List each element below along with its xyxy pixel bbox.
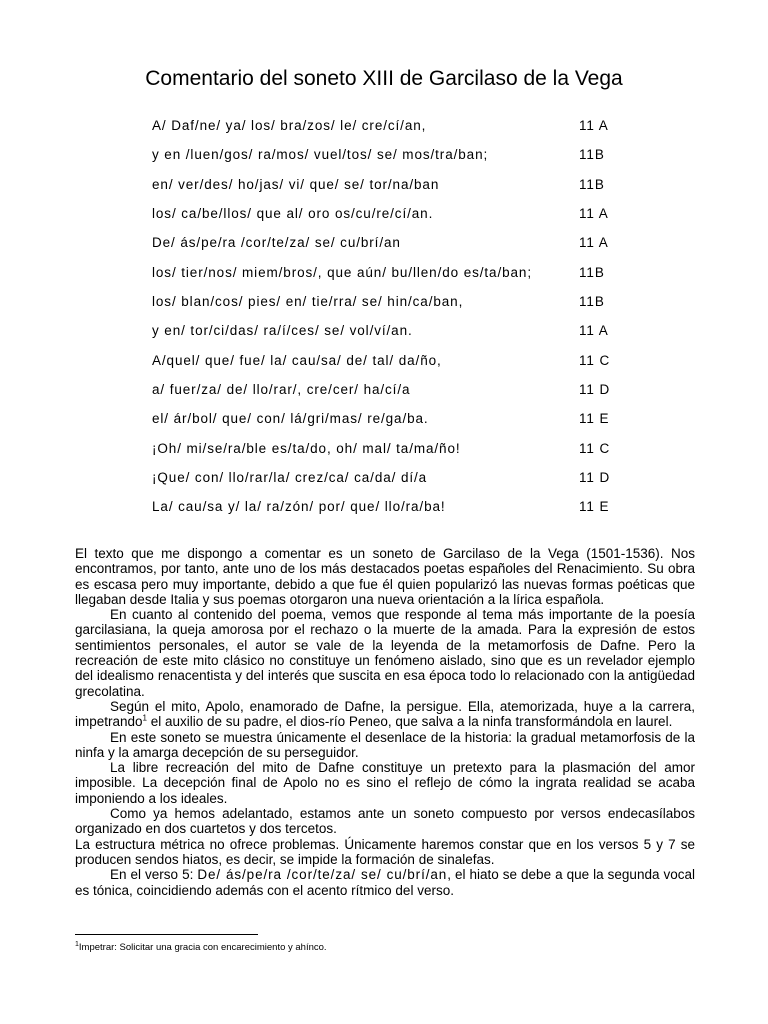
verse-text: a/ fuer/za/ de/ llo/rar/, cre/cer/ ha/cí/a bbox=[152, 382, 411, 398]
footnote-divider bbox=[75, 934, 258, 935]
verse-meter: 11 D bbox=[579, 382, 611, 398]
verse-line bbox=[152, 323, 632, 352]
verse-meter: 11 A bbox=[579, 323, 609, 339]
page-title: Comentario del soneto XIII de Garcilaso de la Vega bbox=[145, 67, 623, 90]
verse-text: el/ ár/bol/ que/ con/ lá/gri/mas/ re/ga/ba. bbox=[152, 411, 429, 427]
paragraph: La estructura métrica no ofrece problemas. Únicamente haremos constar que en los versos 5 y 7 se producen sendos hiatos, es decir, se impide la formación de sinalefas. bbox=[75, 836, 695, 867]
verse-line bbox=[152, 411, 632, 440]
verse-line bbox=[152, 265, 632, 294]
verse-meter: 11B bbox=[579, 147, 605, 163]
paragraph bbox=[75, 867, 695, 898]
paragraph bbox=[75, 699, 695, 730]
verse-meter: 11 D bbox=[579, 470, 611, 486]
verse-line bbox=[152, 206, 632, 235]
verse-text: en/ ver/des/ ho/jas/ vi/ que/ se/ tor/na/ban bbox=[152, 176, 440, 192]
paragraph-text: Según el mito, Apolo, enamorado de Dafne, la persigue. Ella, atemorizada, huye a la carrera, impetrando bbox=[75, 698, 695, 730]
verse-line bbox=[152, 470, 632, 499]
paragraph: En este soneto se muestra únicamente el desenlace de la historia: la gradual metamorfosis de la ninfa y la amarga decepción de su perseguidor. bbox=[75, 729, 695, 760]
verse-meter: 11 A bbox=[579, 206, 609, 222]
verse-text: y en /luen/gos/ ra/mos/ vuel/tos/ se/ mos/tra/ban; bbox=[152, 147, 489, 163]
paragraph: En cuanto al contenido del poema, vemos que responde al tema más importante de la poesía garcilasiana, la queja amorosa por el rechazo o la muerte de la amada. Para la expresión de estos sentimientos personales, el autor se vale de la leyenda de la metamorfosis de Dafne. Pero la recreación de este mito clásico no constituye un fenómeno aislado, sino que es un revelador ejemplo del idealismo renacentista y del interés que suscita en esa época todo lo relacionado con la antigüedad grecolatina. bbox=[75, 607, 695, 699]
verse-text: A/ Daf/ne/ ya/ los/ bra/zos/ le/ cre/cí/an, bbox=[152, 118, 427, 133]
verse-line bbox=[152, 441, 632, 470]
verse-meter: 11 A bbox=[579, 235, 609, 251]
footnote bbox=[75, 942, 327, 954]
sonnet-scansion bbox=[152, 118, 632, 529]
verse-line bbox=[152, 235, 632, 264]
verse-line bbox=[152, 382, 632, 411]
verse-text: y en/ tor/ci/das/ ra/í/ces/ se/ vol/ví/an. bbox=[152, 323, 413, 339]
scansion-quote: De/ ás/pe/ra /cor/te/za/ se/ cu/brí/an bbox=[197, 867, 448, 883]
verse-line bbox=[152, 147, 632, 176]
verse-line bbox=[152, 118, 632, 147]
verse-meter: 11B bbox=[579, 176, 605, 192]
paragraph: Como ya hemos adelantado, estamos ante un soneto compuesto por versos endecasílabos organizado en dos cuartetos y dos tercetos. bbox=[75, 806, 695, 837]
paragraph-text: el auxilio de su padre, el dios-río Peneo, que salva a la ninfa transformándola en laurel. bbox=[147, 714, 673, 730]
verse-line bbox=[152, 499, 632, 528]
paragraph: La libre recreación del mito de Dafne constituye un pretexto para la plasmación del amor imposible. La decepción final de Apolo no es sino el reflejo de cómo la ingrata realidad se acaba imponiendo a los ideales. bbox=[75, 760, 695, 806]
verse-text: De/ ás/pe/ra /cor/te/za/ se/ cu/brí/an bbox=[152, 235, 401, 251]
verse-line bbox=[152, 294, 632, 323]
verse-line bbox=[152, 177, 632, 206]
verse-text: ¡Oh/ mi/se/ra/ble es/ta/do, oh/ mal/ ta/ma/ño! bbox=[152, 440, 461, 456]
verse-meter: 11B bbox=[579, 294, 605, 310]
verse-text: los/ tier/nos/ miem/bros/, que aún/ bu/llen/do es/ta/ban; bbox=[152, 264, 532, 280]
verse-meter: 11 A bbox=[579, 118, 609, 133]
verse-meter: 11 E bbox=[579, 411, 610, 427]
paragraph-text: En el verso 5: bbox=[110, 867, 198, 883]
paragraph-text: , el hiato se debe a que la segunda vocal es tónica, coincidiendo además con el acento rítmico del verso. bbox=[75, 867, 695, 898]
verse-meter: 11 E bbox=[579, 499, 610, 515]
verse-meter: 11B bbox=[579, 264, 605, 280]
verse-text: los/ ca/be/llos/ que al/ oro os/cu/re/cí/an. bbox=[152, 206, 434, 222]
verse-text: La/ cau/sa y/ la/ ra/zón/ por/ que/ llo/ra/ba! bbox=[152, 499, 446, 515]
footnote-text: Impetrar: Solicitar una gracia con encarecimiento y ahínco. bbox=[78, 942, 327, 953]
footnote-reference: 1 bbox=[142, 713, 147, 723]
verse-meter: 11 C bbox=[579, 440, 611, 456]
commentary-body bbox=[75, 546, 695, 898]
footnote-marker: 1 bbox=[75, 940, 79, 948]
verse-meter: 11 C bbox=[579, 352, 611, 368]
verse-text: ¡Que/ con/ llo/rar/la/ crez/ca/ ca/da/ dí/a bbox=[152, 470, 428, 486]
paragraph: El texto que me dispongo a comentar es un soneto de Garcilaso de la Vega (1501-1536). Nos encontramos, por tanto, ante uno de los más destacados poetas españoles del Renacimiento. Su obra es escasa pero muy importante, debido a que fue él quien popularizó las nuevas formas poéticas que llegaban desde Italia y sus poemas otorgaron una nueva orientación a la lírica española. bbox=[75, 546, 695, 607]
verse-line bbox=[152, 353, 632, 382]
verse-text: A/quel/ que/ fue/ la/ cau/sa/ de/ tal/ da/ño, bbox=[152, 352, 442, 368]
verse-text: los/ blan/cos/ pies/ en/ tie/rra/ se/ hin/ca/ban, bbox=[152, 294, 464, 310]
